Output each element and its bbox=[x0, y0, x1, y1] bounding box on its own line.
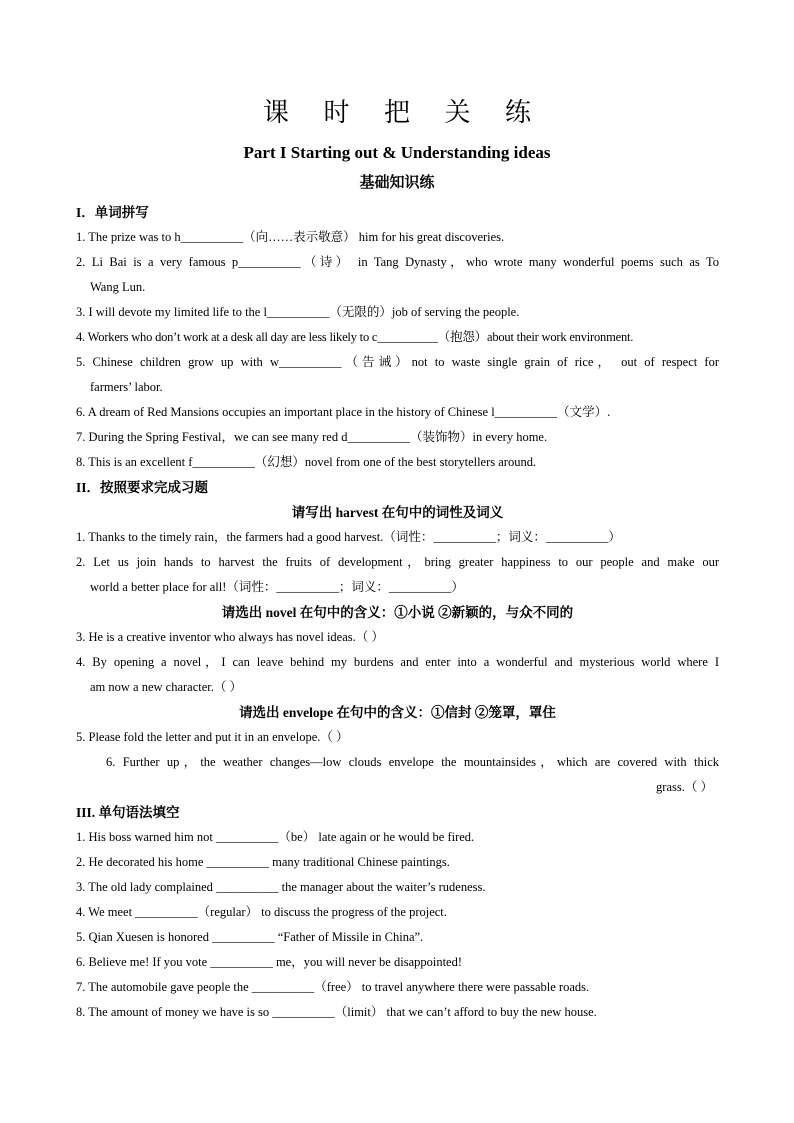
part-heading: Part I Starting out & Understanding ideas bbox=[243, 143, 551, 162]
question-3-3: 3. The old lady complained __________ the manager about the waiter’s rudeness. bbox=[76, 880, 486, 894]
question-3-6: 6. Believe me! If you vote __________ me，you will never be disappointed! bbox=[76, 955, 463, 969]
envelope-prompt: 请选出 envelope 在句中的含义：①信封 ②笼罩，罩住 bbox=[239, 705, 556, 720]
question-1-3: 3. I will devote my limited life to the l__________（无限的）job of serving the people. bbox=[76, 305, 520, 319]
question-2-2-cont: world a better place for all!（词性：__________；词义：__________） bbox=[90, 580, 464, 594]
question-2-6: 6. Further up，the weather changes—low clouds envelope the mountainsides，which are covered with thick bbox=[106, 755, 719, 769]
question-1-7: 7. During the Spring Festival，we can see many red d__________（装饰物）in every home. bbox=[76, 430, 548, 444]
page-title: 课 时 把 关 练 bbox=[262, 98, 545, 127]
novel-prompt: 请选出 novel 在句中的含义：①小说 ②新颖的，与众不同的 bbox=[221, 605, 574, 620]
question-3-4: 4. We meet __________（regular） to discuss the progress of the project. bbox=[76, 905, 447, 919]
section-1-heading: I．单词拼写 bbox=[76, 205, 149, 220]
question-3-7: 7. The automobile gave people the __________（free） to travel anywhere there were passable roads. bbox=[76, 980, 590, 994]
question-2-3: 3. He is a creative inventor who always has novel ideas.（ ） bbox=[76, 630, 384, 644]
question-2-4-cont: am now a new character.（ ） bbox=[90, 680, 243, 694]
question-2-2: 2. Let us join hands to harvest the fruits of development，bring greater happiness to our people and make our bbox=[76, 555, 719, 569]
question-1-4: 4. Workers who don’t work at a desk all day are less likely to c__________（抱怨）about their work environment. bbox=[76, 330, 634, 344]
question-1-6: 6. A dream of Red Mansions occupies an important place in the history of Chinese l__________（文学）. bbox=[76, 405, 611, 419]
harvest-prompt: 请写出 harvest 在句中的词性及词义 bbox=[291, 505, 504, 520]
question-1-8: 8. This is an excellent f__________（幻想）novel from one of the best storytellers around. bbox=[76, 455, 537, 469]
question-1-2-cont: Wang Lun. bbox=[90, 280, 146, 294]
exercise-type-heading: 基础知识练 bbox=[359, 175, 435, 191]
question-3-2: 2. He decorated his home __________ many traditional Chinese paintings. bbox=[76, 855, 450, 869]
question-3-5: 5. Qian Xuesen is honored __________ “Father of Missile in China”. bbox=[76, 930, 424, 944]
question-1-2: 2. Li Bai is a very famous p__________（诗） in Tang Dynasty，who wrote many wonderful poems such as To bbox=[76, 255, 719, 269]
question-2-6-cont: grass.（ ） bbox=[656, 780, 713, 794]
question-2-4: 4. By opening a novel，I can leave behind my burdens and enter into a wonderful and mysterious world where I bbox=[76, 655, 719, 669]
question-2-5: 5. Please fold the letter and put it in an envelope.（ ） bbox=[76, 730, 349, 744]
worksheet-content bbox=[76, 200, 719, 1025]
question-3-1: 1. His boss warned him not __________（be） late again or he would be fired. bbox=[76, 830, 475, 844]
question-1-5-cont: farmers’ labor. bbox=[90, 380, 163, 394]
question-2-1: 1. Thanks to the timely rain，the farmers had a good harvest.（词性：__________；词义：__________） bbox=[76, 530, 621, 544]
question-1-1: 1. The prize was to h__________（向……表示敬意） him for his great discoveries. bbox=[76, 230, 505, 244]
question-1-5: 5. Chinese children grow up with w__________（告诫）not to waste single grain of rice， out of respect for bbox=[76, 355, 719, 369]
section-3-heading: III. 单句语法填空 bbox=[76, 805, 180, 820]
question-3-8: 8. The amount of money we have is so __________（limit） that we can’t afford to buy the new house. bbox=[76, 1005, 597, 1019]
section-2-heading: II．按照要求完成习题 bbox=[76, 480, 209, 495]
